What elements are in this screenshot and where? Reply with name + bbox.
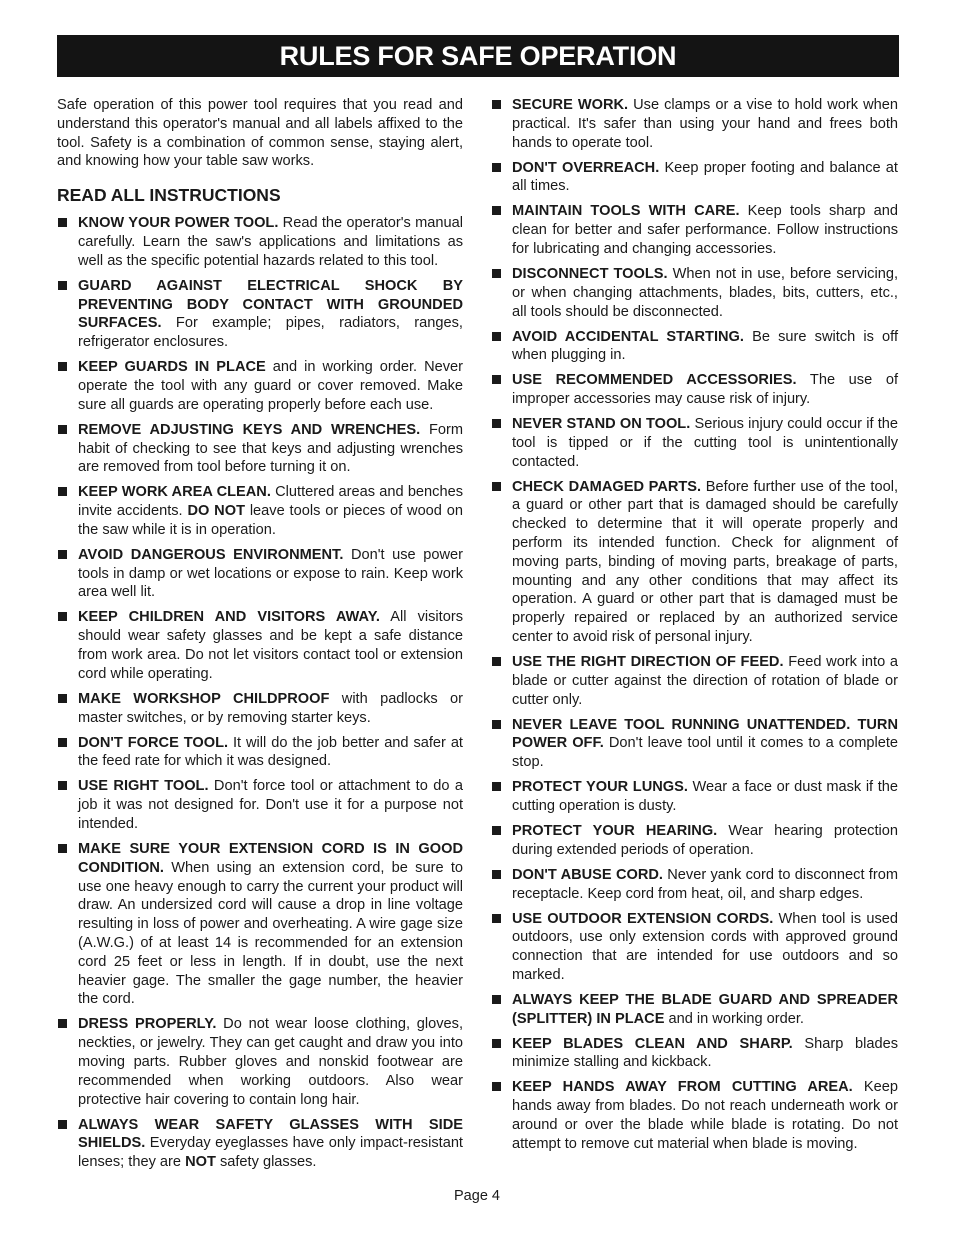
square-bullet-icon <box>492 419 501 428</box>
rule-title: MAINTAIN TOOLS WITH CARE. <box>512 203 740 220</box>
list-item <box>57 277 463 352</box>
list-item <box>491 1078 898 1153</box>
square-bullet-icon <box>492 914 501 923</box>
rule-title: MAKE SURE YOUR EXTENSION CORD IS IN GOOD CONDITION. <box>78 840 463 876</box>
list-item <box>57 840 463 1009</box>
square-bullet-icon <box>492 782 501 791</box>
rule-title: USE THE RIGHT DIRECTION OF FEED. <box>512 654 784 671</box>
intro-paragraph: Safe operation of this power tool requires that you read and understand this operator's manual and all labels affixed to the tool. Safety is a combination of common sense, staying alert, and knowing how your table saw works. <box>57 97 463 170</box>
list-item <box>57 483 463 539</box>
emphasis-text: DO NOT <box>187 503 245 520</box>
rule-text: Don't force tool or attachment to do a job it was not designed for. Don't use it for a purpose not intended. <box>78 778 463 832</box>
rule-text: with padlocks or master switches, or by removing starter keys. <box>78 690 463 726</box>
list-item <box>491 822 898 860</box>
rule-text: Don't leave tool until it comes to a complete stop. <box>512 735 899 771</box>
rule-text: When tool is used outdoors, use only extension cords with approved ground connection that are intended for use outdoors and so marked. <box>512 910 898 983</box>
rule-text: When using an extension cord, be sure to use one heavy enough to carry the current your product will draw. An undersized cord will cause a drop in line voltage resulting in loss of power and overheating. A wire gage size (A.W.G.) of at least 14 is recommended for an extension cord 25 feet or less in length. If in doubt, use the next heavier gage. The smaller the gage number, the heavier the cord. <box>78 859 463 1008</box>
rule-title: REMOVE ADJUSTING KEYS AND WRENCHES. <box>78 421 421 438</box>
list-item <box>491 910 898 985</box>
left-column <box>57 96 463 1178</box>
list-item <box>491 328 898 366</box>
rule-title: DRESS PROPERLY. <box>78 1016 217 1033</box>
rule-title: ALWAYS KEEP THE BLADE GUARD AND SPREADER (SPLITTER) IN PLACE <box>512 991 898 1027</box>
square-bullet-icon <box>492 332 501 341</box>
square-bullet-icon <box>492 720 501 729</box>
list-item <box>491 202 898 258</box>
rule-text: It will do the job better and safer at the feed rate for which it was designed. <box>78 734 463 770</box>
list-item <box>491 265 898 321</box>
rule-text: Keep proper footing and balance at all times. <box>512 159 898 195</box>
rule-title: SECURE WORK. <box>512 97 629 113</box>
rule-text: Don't use power tools in damp or wet locations or expose to rain. Keep work area well lit. <box>78 546 463 601</box>
list-item <box>491 478 898 647</box>
square-bullet-icon <box>492 206 501 215</box>
square-bullet-icon <box>492 269 501 278</box>
square-bullet-icon <box>58 844 67 853</box>
list-item <box>57 358 463 414</box>
list-item <box>57 1015 463 1109</box>
rule-text: Wear a face or dust mask if the cutting operation is dusty. <box>512 779 898 814</box>
rule-text: Cluttered areas and benches invite accidents. <box>78 484 463 520</box>
rule-text: Use clamps or a vise to hold work when practical. It's safer than using your hand and frees both hands to operate tool. <box>512 97 898 151</box>
rule-title: KEEP BLADES CLEAN AND SHARP. <box>512 1035 793 1052</box>
list-item <box>491 96 898 152</box>
square-bullet-icon <box>58 1019 67 1028</box>
rule-text: All visitors should wear safety glasses and be kept a safe distance from work area. Do not let visitors contact tool or extension cord while operating. <box>78 609 463 682</box>
square-bullet-icon <box>492 100 501 109</box>
list-item <box>57 421 463 477</box>
square-bullet-icon <box>492 482 501 491</box>
square-bullet-icon <box>58 1120 67 1129</box>
rule-title: CHECK DAMAGED PARTS. <box>512 478 702 495</box>
rule-title: KEEP WORK AREA CLEAN. <box>78 484 271 501</box>
rule-title: DISCONNECT TOOLS. <box>512 265 668 282</box>
title-banner <box>57 35 899 77</box>
rule-text: Read the operator's manual carefully. Learn the saw's applications and limitations as well as the specific potential hazards related to this tool. <box>78 215 463 269</box>
list-item <box>57 546 463 602</box>
rule-title: NEVER LEAVE TOOL RUNNING UNATTENDED. TURN POWER OFF. <box>512 716 898 752</box>
rule-text: Wear hearing protection during extended periods of operation. <box>512 822 898 858</box>
list-item <box>491 159 898 197</box>
rule-text: and in working order. Never operate the tool with any guard or cover removed. Make sure all guards are operating properly before each use. <box>78 359 464 413</box>
list-item <box>57 777 463 833</box>
rule-title: AVOID DANGEROUS ENVIRONMENT. <box>78 546 344 563</box>
square-bullet-icon <box>58 738 67 747</box>
rule-title: GUARD AGAINST ELECTRICAL SHOCK BY PREVENTING BODY CONTACT WITH GROUNDED SURFACES. <box>78 277 463 332</box>
rule-text: Keep hands away from blades. Do not reach underneath work or around or over the blade while blade is rotating. Do not attempt to remove cut material when blade is moving. <box>512 1079 899 1152</box>
list-item <box>491 991 898 1029</box>
rule-title: AVOID ACCIDENTAL STARTING. <box>512 328 744 345</box>
right-rule-list <box>491 96 898 1154</box>
rule-title: KEEP GUARDS IN PLACE <box>78 359 266 376</box>
square-bullet-icon <box>492 375 501 384</box>
square-bullet-icon <box>492 163 501 172</box>
rule-text: When not in use, before servicing, or when changing attachments, blades, bits, cutters, etc., all tools should be disconnected. <box>512 265 898 320</box>
square-bullet-icon <box>58 487 67 496</box>
rule-title: USE RIGHT TOOL. <box>78 778 209 795</box>
rule-title: KEEP CHILDREN AND VISITORS AWAY. <box>78 609 380 626</box>
list-item <box>491 716 898 772</box>
page-number: Page 4 <box>454 1188 500 1204</box>
section-heading: READ ALL INSTRUCTIONS <box>57 185 281 206</box>
rule-title: DON'T FORCE TOOL. <box>78 734 229 751</box>
rule-text: Never yank cord to disconnect from receptacle. Keep cord from heat, oil, and sharp edges. <box>512 866 898 902</box>
list-item <box>491 866 898 904</box>
rule-text: Feed work into a blade or cutter against the direction of rotation of blade or cutter only. <box>512 654 898 708</box>
list-item <box>57 608 463 683</box>
rule-title: MAKE WORKSHOP CHILDPROOF <box>78 690 330 707</box>
square-bullet-icon <box>58 612 67 621</box>
rule-text: Keep tools sharp and clean for better and safer performance. Follow instructions for lubricating and changing accessories. <box>512 203 899 257</box>
list-item <box>491 653 898 709</box>
square-bullet-icon <box>58 281 67 290</box>
list-item <box>491 371 898 409</box>
square-bullet-icon <box>58 218 67 227</box>
list-item <box>491 1035 898 1073</box>
rule-title: PROTECT YOUR HEARING. <box>512 822 718 839</box>
list-item <box>57 1116 463 1172</box>
square-bullet-icon <box>58 694 67 703</box>
square-bullet-icon <box>492 826 501 835</box>
rule-text: Be sure switch is off when plugging in. <box>512 328 899 364</box>
rule-title: NEVER STAND ON TOOL. <box>512 416 691 433</box>
rule-title: KNOW YOUR POWER TOOL. <box>78 215 279 232</box>
rule-title: ALWAYS WEAR SAFETY GLASSES WITH SIDE SHIELDS. <box>78 1116 463 1152</box>
list-item <box>57 734 463 772</box>
square-bullet-icon <box>58 781 67 790</box>
square-bullet-icon <box>492 657 501 666</box>
list-item <box>57 690 463 728</box>
rule-title: PROTECT YOUR LUNGS. <box>512 779 688 796</box>
rule-text: and in working order. <box>664 1010 804 1027</box>
rule-text: Form habit of checking to see that keys and adjusting wrenches are removed from tool before turning it on. <box>78 421 463 476</box>
square-bullet-icon <box>492 995 501 1004</box>
square-bullet-icon <box>492 1039 501 1048</box>
rule-title: DON'T OVERREACH. <box>512 159 660 176</box>
emphasis-text: NOT <box>185 1154 216 1171</box>
right-column <box>491 96 898 1160</box>
rule-text: leave tools or pieces of wood on the saw while it is in operation. <box>78 503 463 538</box>
rule-title: KEEP HANDS AWAY FROM CUTTING AREA. <box>512 1079 853 1096</box>
rule-text: Serious injury could occur if the tool is tipped or if the cutting tool is unintentionally contacted. <box>512 416 898 470</box>
square-bullet-icon <box>58 425 67 434</box>
rule-text: Sharp blades minimize stalling and kickback. <box>512 1035 899 1071</box>
list-item <box>57 214 463 270</box>
rule-title: USE RECOMMENDED ACCESSORIES. <box>512 372 797 389</box>
rule-text: safety glasses. <box>215 1154 317 1171</box>
list-item <box>491 778 898 816</box>
rule-text: For example; pipes, radiators, ranges, refrigerator enclosures. <box>78 315 463 351</box>
square-bullet-icon <box>58 550 67 559</box>
rule-text: Before further use of the tool, a guard or other part that is damaged should be carefully checked to determine that it will operate properly and perform its intended function. Check for alignment of moving parts, binding of moving parts, breakage of parts, mounting and any other conditions that may affect its operation. A guard or other part that is damaged must be properly repaired or replaced by an authorized service center to avoid risk of personal injury. <box>512 478 898 646</box>
page-title: RULES FOR SAFE OPERATION <box>279 40 677 71</box>
square-bullet-icon <box>58 362 67 371</box>
list-item <box>491 415 898 471</box>
rule-title: USE OUTDOOR EXTENSION CORDS. <box>512 910 774 927</box>
rule-title: DON'T ABUSE CORD. <box>512 866 663 883</box>
rule-text: The use of improper accessories may cause risk of injury. <box>512 372 898 408</box>
rule-text: Do not wear loose clothing, gloves, neckties, or jewelry. They can get caught and draw you into moving parts. Rubber gloves and nonskid footwear are recommended when working outdoors. Also wear protective hair covering to contain long hair. <box>78 1016 463 1108</box>
left-rule-list <box>57 214 463 1172</box>
square-bullet-icon <box>492 870 501 879</box>
square-bullet-icon <box>492 1082 501 1091</box>
rule-text: Everyday eyeglasses have only impact-resistant lenses; they are <box>78 1135 463 1171</box>
